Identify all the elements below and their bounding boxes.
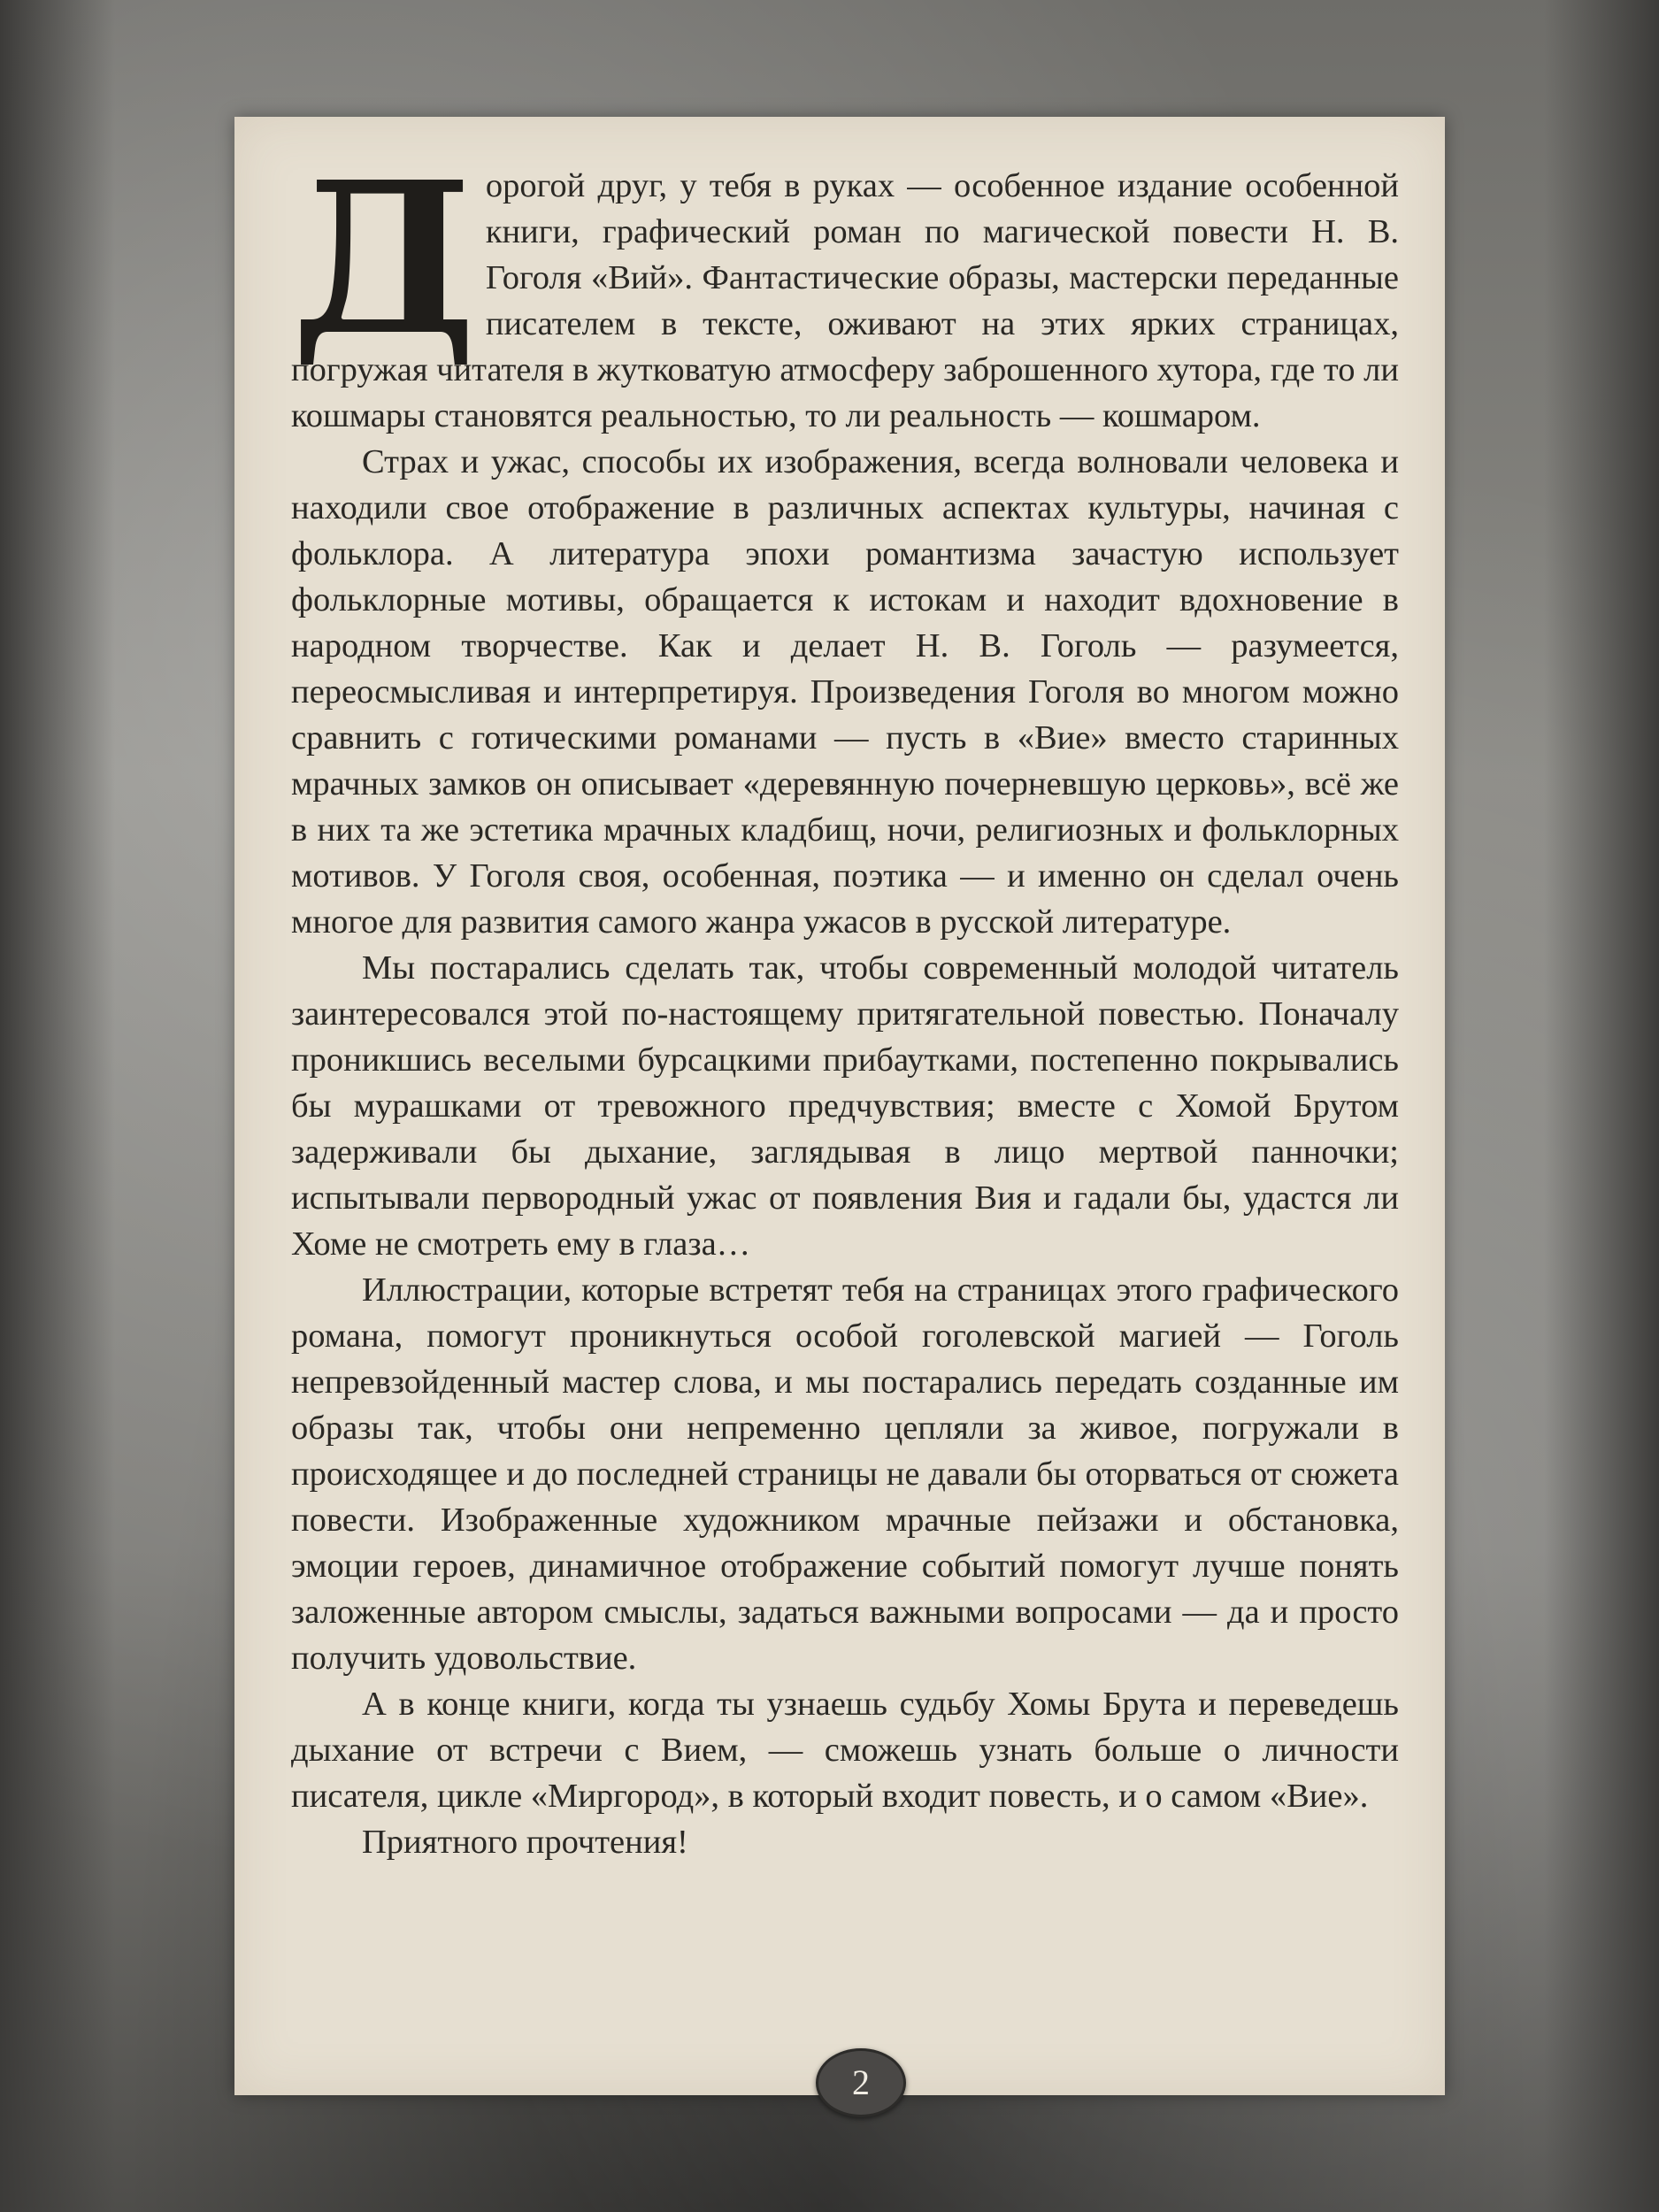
paragraph-6: Приятного прочтения!	[362, 1824, 688, 1861]
paragraph-4: Иллюстрации, которые встретят тебя на страницах этого графического романа, помогут проникнуться особой гоголевской магией — Гоголь непревзойденный мастер слова, и мы постарались передать созданные им образы так, чтобы они непременно цепляли за живое, погружали в происходящее и до последней страницы не давали бы оторваться от сюжета повести. Изображенные художником мрачные пейзажи и обстановка, эмоции героев, динамичное отображение событий помогут лучше понять заложенные автором смыслы, задаться важными вопросами — да и просто получить удовольствие.	[291, 1271, 1399, 1677]
paragraph-3: Мы постарались сделать так, чтобы современный молодой читатель заинтересовался этой по-настоящему притягательной повестью. Поначалу проникшись веселыми бурсацкими прибаутками, постепенно покрывались бы мурашками от тревожного предчувствия; вместе с Хомой Брутом задерживали бы дыхание, заглядывая в лицо мертвой панночки; испытывали первородный ужас от появления Вия и гадали бы, удастся ли Хоме не смотреть ему в глаза…	[291, 949, 1399, 1263]
page-number-badge: 2	[816, 2048, 906, 2117]
paragraph-1	[291, 135, 1399, 439]
background-shadow-right	[1544, 0, 1659, 2212]
drop-cap: Д	[291, 135, 477, 381]
background-shadow-left	[0, 0, 115, 2212]
paragraph-5: А в конце книги, когда ты узнаешь судьбу Хомы Брута и переведешь дыхание от встречи с Вием, — сможешь узнать больше о личности писателя, цикле «Миргород», в который входит повесть, и о самом «Вие».	[291, 1686, 1399, 1815]
paragraph-1-text: орогой друг, у тебя в руках — особенное издание особенной книги, графический роман по магической повести Н. В. Гоголя «Вий». Фантастические образы, мастерски переданные писателем в тексте, оживают на этих ярких страницах, погружая читателя в жутковатую атмосферу заброшенного хутора, где то ли кошмары становятся реальностью, то ли реальность — кошмаром.	[291, 167, 1399, 434]
text-page	[234, 117, 1445, 2095]
paragraph-2: Страх и ужас, способы их изображения, всегда волновали человека и находили свое отображение в различных аспектах культуры, начиная с фольклора. А литература эпохи романтизма зачастую использует фольклорные мотивы, обращается к истокам и находит вдохновение в народном творчестве. Как и делает Н. В. Гоголь — разумеется, переосмысливая и интерпретируя. Произведения Гоголя во многом можно сравнить с готическими романами — пусть в «Вие» вместо старинных мрачных замков он описывает «деревянную почерневшую церковь», всё же в них та же эстетика мрачных кладбищ, ночи, религиозных и фольклорных мотивов. У Гоголя своя, особенная, поэтика — и именно он сделал очень многое для развития самого жанра ужасов в русской литературе.	[291, 443, 1399, 941]
body-text	[291, 135, 1399, 1865]
